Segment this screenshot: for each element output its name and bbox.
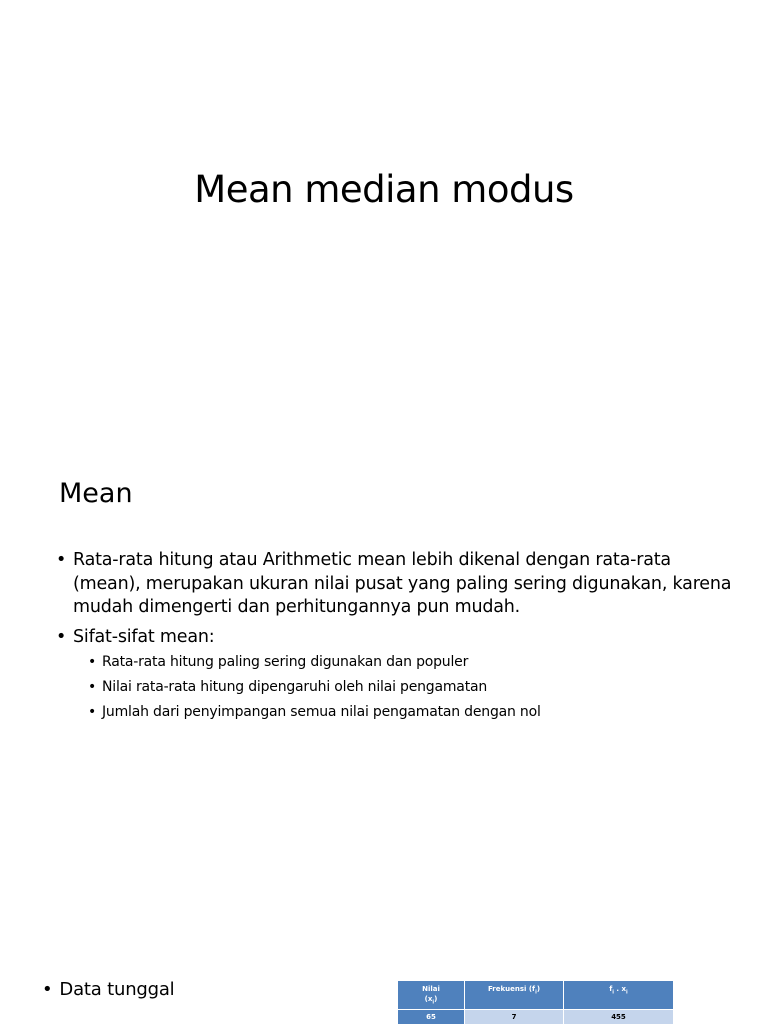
cell-frekuensi: 7 xyxy=(465,1010,564,1024)
bullet-text: Sifat-sifat mean: xyxy=(73,626,215,647)
bullet-text: Rata-rata hitung atau Arithmetic mean lebih dikenal dengan rata-rata (mean), merupakan ukuran nilai pusat yang paling sering digunakan, karena mudah dimengerti dan perhitungannya pun mudah. xyxy=(73,550,732,617)
header-fx-mid: . x xyxy=(613,985,627,993)
header-frekuensi-close: ) xyxy=(536,985,541,993)
bullet-icon: • xyxy=(88,679,97,695)
bullet-icon: • xyxy=(42,979,53,1000)
header-fx-f: f xyxy=(609,985,613,993)
header-nilai-var: (x xyxy=(424,995,433,1003)
header-fx-sub2: i xyxy=(626,989,628,996)
cell-fx: 455 xyxy=(564,1010,674,1024)
sub-bullet-text: Jumlah dari penyimpangan semua nilai pengamatan dengan nol xyxy=(102,704,541,720)
sub-list-item xyxy=(88,678,736,697)
header-nilai xyxy=(398,981,465,1010)
list-item xyxy=(56,549,736,620)
sub-bullet-text: Rata-rata hitung paling sering digunakan dan populer xyxy=(102,654,469,670)
header-nilai-sub: i xyxy=(432,999,435,1006)
slide-title: Mean median modus xyxy=(194,168,574,211)
sub-list-item xyxy=(88,653,736,672)
sub-bullet-text: Nilai rata-rata hitung dipengaruhi oleh nilai pengamatan xyxy=(102,679,488,695)
data-tunggal-bullet xyxy=(42,979,174,1000)
header-fx xyxy=(564,981,674,1010)
sub-list-item xyxy=(88,703,736,722)
bullet-icon: • xyxy=(88,654,97,670)
data-tunggal-text: Data tunggal xyxy=(59,979,175,1000)
bullet-icon: • xyxy=(88,704,97,720)
cell-nilai: 65 xyxy=(398,1010,465,1024)
header-nilai-label: Nilai xyxy=(422,985,440,993)
header-frekuensi-sub: i xyxy=(535,989,537,996)
section-heading-mean: Mean xyxy=(59,478,133,509)
bullet-icon: • xyxy=(56,626,67,647)
table-header-row xyxy=(398,981,674,1010)
header-frekuensi-label: Frekuensi (f xyxy=(487,985,536,993)
table-row xyxy=(398,1010,674,1024)
frequency-table xyxy=(398,981,674,1024)
list-item xyxy=(56,626,736,723)
header-fx-sub1: i xyxy=(612,989,614,996)
bullet-icon: • xyxy=(56,550,67,570)
sub-bullet-list xyxy=(56,653,736,722)
header-nilai-close: ) xyxy=(434,995,438,1003)
header-frekuensi xyxy=(465,981,564,1010)
bullet-list xyxy=(56,549,736,728)
